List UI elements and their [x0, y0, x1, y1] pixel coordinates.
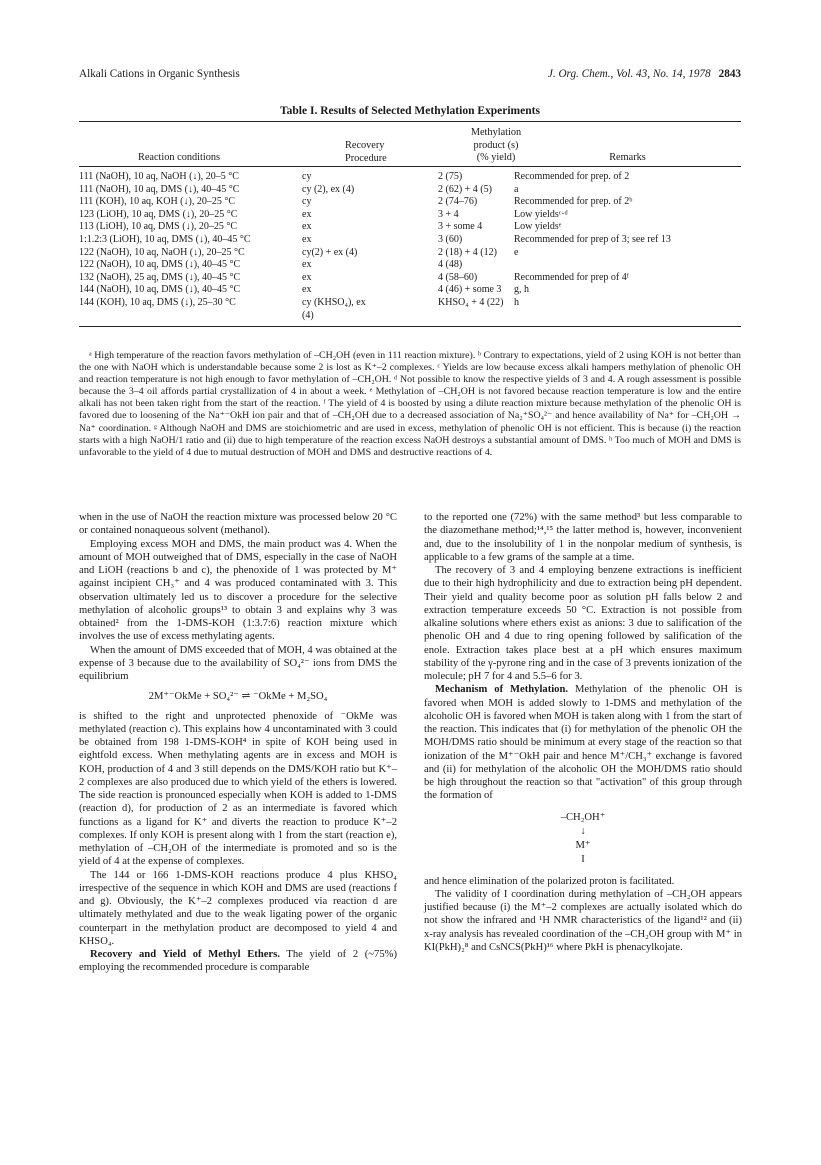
equilibrium-equation: 2M⁺⁻OkMe + SO₄²⁻ ⇌ ⁻OkMe + M₂SO₄: [148, 691, 328, 703]
table-cell-remarks: h: [514, 297, 519, 308]
table-cell-conditions: 123 (LiOH), 10 aq, DMS (↓), 20–25 °C: [79, 208, 238, 220]
table-cell-recovery: cy: [302, 171, 312, 182]
paragraph: The validity of I coordination during methylation of –CH₂OH appears justified because (i) the M⁺–2 complexes are actually isolated which do not show the infrared and ¹H NMR characteristics of the ligand¹² and (ii) x-ray analysis has revealed coordination of the –CH₂OH group with M⁺ in KI(PkH)₂⁸ and CsNCS(PkH)¹⁶ where PkH is phenacylkojate.: [424, 888, 742, 953]
table-title: Table I. Results of Selected Methylation Experiments: [280, 105, 540, 117]
table-cell-remarks: e: [514, 246, 519, 258]
header-product-line1: Methylation: [470, 127, 522, 138]
right-column: [424, 511, 742, 954]
structure-line: –CH₂OH⁺: [560, 811, 606, 823]
table-row: [79, 259, 741, 272]
table-cell-recovery-cont: (4): [302, 310, 314, 321]
structure-label: I: [581, 853, 585, 865]
table-cell-recovery: ex: [302, 259, 312, 271]
coordination-structure-I: [424, 811, 742, 867]
table-cell-product: 2 (62) + 4 (5): [438, 183, 492, 195]
paragraph: [79, 948, 397, 975]
section-heading-mechanism: Mechanism of Methylation.: [435, 684, 569, 696]
header-title: Alkali Cations in Organic Synthesis: [79, 68, 240, 80]
table-cell-conditions: 111 (NaOH), 10 aq, NaOH (↓), 20–5 °C: [79, 171, 239, 182]
page-number: 2843: [718, 68, 741, 80]
table-cell-recovery: ex: [302, 208, 312, 220]
table-row: [79, 234, 741, 247]
table-cell-recovery: cy: [302, 196, 312, 208]
running-header: [79, 68, 741, 84]
paragraph: Employing excess MOH and DMS, the main product was 4. When the amount of MOH outweighed that of DMS, especially in the case of NaOH and LiOH (reactions b and c), the phenoxide of 1 was protected by M⁺ against incipient CH₃⁺ and 4 was produced contaminated with 3. This observation ultimately led us to discover a procedure for the selective methylation of alcoholic groups¹³ to obtain 3 and explains why 3 was obtained² from the 1-DMS-KOH (1:3.7:6) reaction mixture which involves the use of excess methylating agents.: [79, 538, 397, 643]
table-row: [79, 209, 741, 222]
paragraph: When the amount of DMS exceeded that of MOH, 4 was obtained at the expense of 3 because due to the availability of SO₄²⁻ ions from DMS the equilibrium: [79, 644, 397, 682]
table-top-rule: [79, 121, 741, 122]
table-cell-conditions: 132 (NaOH), 25 aq, DMS (↓), 40–45 °C: [79, 271, 241, 283]
paragraph: [424, 683, 742, 802]
table-cell-conditions: 111 (NaOH), 10 aq, DMS (↓), 40–45 °C: [79, 183, 240, 195]
table-cell-remarks: Recommended for prep. of 2: [514, 171, 630, 182]
header-product-line2: product (s): [473, 139, 519, 151]
structure-arrow: ↓: [580, 825, 586, 837]
journal-citation: J. Org. Chem., Vol. 43, No. 14, 1978: [547, 68, 711, 80]
table-row: [79, 221, 741, 234]
paragraph: when in the use of NaOH the reaction mixture was processed below 20 °C or contained nonaqueous solvent (methanol).: [79, 512, 397, 537]
header-recovery-line1: Recovery: [345, 140, 385, 151]
paragraph: is shifted to the right and unprotected phenoxide of ⁻OkMe was methylated (reaction c). This explains how 4 uncontaminated with 3 could be obtained from 198 1-DMS-KOH⁴ in spite of KOH being used in eightfold excess. When methylating agents are in excess and MOH is KOH, production of 4 and 3 still depends on the DMS/KOH ratio but K⁺–2 complexes are also produced due to which yield of the ethers is lowered. The side reaction is pronounced especially when KOH is added to 1-DMS (reaction d), for production of 2 as an intermediate is favored which functions as a ligand for K⁺ and diverts the reaction to produce K⁺–2 complexes. If only KOH is present along with 1 from the start (reaction e), methylation of –CH₂OH of the intermediate is promoted and so is the yield of 4 at the expense of complexes.: [79, 710, 397, 868]
table-header-rule: [79, 166, 741, 167]
header-product-line3: (% yield): [476, 152, 516, 163]
table-bottom-rule: [79, 326, 741, 327]
table-row: [79, 297, 741, 310]
structure-line: M⁺: [575, 839, 591, 851]
footnote-text: ᵃ High temperature of the reaction favors methylation of –CH₂OH (even in 111 reaction mixture). ᵇ Contrary to expectations, yield of 2 using KOH is not better than the one with NaOH which is understandable because some 2 is lost as K⁺–2 complexes. ᶜ Yields are low because excess alkali hampers methylation of phenolic OH and reaction temperature is not high enough to favor methylation of –CH₂OH. ᵈ Not possible to know the respective yields of 3 and 4. A rough assessment is possible because the 3–4 oil affords partial crystallization of 4 in about a week. ᵉ Methylation of –CH₂OH is not favored because reaction temperature is low and the entire alkali has not been taken right from the start of the reaction. ᶠ The yield of 4 is boosted by using a dilute reaction mixture because methylation of the phenolic OH is favored due to loosening of the Na⁺⁻OkH ion pair and that of –CH₂OH due to a decreased association of Na₂⁺SO₄²⁻ and hence availability of Na⁺ for –CH₂OH → Na⁺ coordination. ᵍ Although NaOH and DMS are stoichiometric and are used in excess, methylation of phenolic OH is not efficient. This is because (i) the reaction starts with a high NaOH/1 ratio and (ii) due to high temperature of the reaction excess NaOH destroys a substantial amount of DMS. ʰ Too much of MOH and DMS is unfavorable to the yield of 4 due to mutual destruction of MOH and DMS and destructive reactions of 4.: [79, 350, 741, 458]
table-cell-conditions: 122 (NaOH), 10 aq, DMS (↓), 40–45 °C: [79, 259, 241, 271]
table-cell-product: 4 (58–60): [438, 271, 478, 283]
paragraph: to the reported one (72%) with the same method³ but less comparable to the diazomethane method;¹⁴,¹⁵ the latter method is, however, inconvenient and, due to the insolubility of 1 in the nonpolar medium of synthesis, is applicable to a few grams of the sample at a time.: [424, 512, 742, 563]
section-heading-recovery: Recovery and Yield of Methyl Ethers.: [90, 949, 280, 960]
table-cell-remarks: g, h: [514, 284, 529, 296]
table-cell-conditions: 1:1.2:3 (LiOH), 10 aq, DMS (↓), 40–45 °C: [79, 234, 251, 245]
table-cell-recovery: cy(2) + ex (4): [302, 246, 358, 258]
table-row: [79, 184, 741, 197]
table-cell-recovery: ex: [302, 221, 312, 233]
table-cell-product: 2 (74–76): [438, 196, 478, 208]
table-cell-conditions: 122 (NaOH), 10 aq, NaOH (↓), 20–25 °C: [79, 246, 245, 258]
table-cell-product: 3 (60): [438, 234, 463, 245]
header-remarks: Remarks: [609, 152, 646, 163]
table-cell-conditions: 111 (KOH), 10 aq, KOH (↓), 20–25 °C: [79, 196, 236, 208]
table-cell-remarks: Recommended for prep of 4ᶠ: [514, 271, 629, 283]
table-row: [79, 171, 741, 184]
table-row: [79, 284, 741, 297]
header-recovery: [345, 140, 425, 165]
table-cell-remarks: Recommended for prep. of 2ᵇ: [514, 196, 633, 208]
table-row: [79, 272, 741, 285]
table-row: [79, 247, 741, 260]
table-cell-product: 4 (48): [438, 259, 463, 271]
table-cell-product: 3 + 4: [438, 208, 459, 220]
table-cell-product: 3 + some 4: [438, 221, 483, 233]
table-cell-product: 2 (18) + 4 (12): [438, 246, 497, 258]
table-cell-product: 4 (46) + some 3: [438, 284, 502, 296]
header-recovery-line2: Procedure: [345, 152, 387, 164]
table-cell-recovery: ex: [302, 234, 312, 245]
header-citation: [548, 68, 741, 80]
left-column: [79, 511, 397, 975]
table-cell-conditions: 144 (NaOH), 10 aq, DMS (↓), 40–45 °C: [79, 284, 241, 296]
table-cell-recovery: ex: [302, 284, 312, 296]
table-row: [79, 196, 741, 209]
table-cell-recovery: cy (KHSO₄), ex: [302, 297, 366, 308]
table-cell-conditions: 144 (KOH), 10 aq, DMS (↓), 25–30 °C: [79, 297, 236, 308]
paragraph: The 144 or 166 1-DMS-KOH reactions produce 4 plus KHSO₄ irrespective of the sequence in which KOH and DMS are used (reactions f and g). Obviously, the K⁺–2 complexes produced via reaction d are ultimately methylated and due to the weak ligating power of the organic counterpart in the methylation product are decomposed to yield 4 and KHSO₄.: [79, 869, 397, 947]
table-cell-conditions: 113 (LiOH), 10 aq, DMS (↓), 20–25 °C: [79, 221, 238, 233]
table-cell-recovery: cy (2), ex (4): [302, 183, 355, 195]
table-cell-product: KHSO₄ + 4 (22): [438, 297, 504, 308]
table-cell-remarks: a: [514, 183, 519, 195]
paragraph-text: Methylation of the phenolic OH is favored when MOH is added slowly to 1-DMS and methylation of the alcoholic OH is favored when MOH is taken along with 1 from the start of the reaction. This indicates that (i) for methylation of the phenolic OH the MOH/DMS ratio should be minimum at every stage of the reaction so that ionization of the M⁺⁻OkH pair and hence M⁺/CH₃⁺ exchange is favored and (ii) for methylation of the alcoholic OH the MOH/DMS ratio should be high throughout the reaction so that "activation" of this group through the formation of: [424, 684, 743, 802]
table-cell-remarks: Recommended for prep of 3; see ref 13: [514, 234, 671, 245]
paragraph: The recovery of 3 and 4 employing benzene extractions is inefficient due to their high hydrophilicity and due to extraction being pH dependent. Their yield and quality become poor as solution pH falls below 2 and extraction temperature exceeds 50 °C. Extraction is not possible from alkaline solutions where ethers exist as anions: 3 due to salification of the phenolic OH and 4 due to ring opening followed by salification of the enole. Extraction takes place best at a pH which ensures maximum stability of the γ-pyrone ring and in the case of 3 prevents ionization of the molecule; pH 7 for 4 and 5.5–6 for 3.: [424, 565, 742, 682]
paragraph: and hence elimination of the polarized proton is facilitated.: [424, 875, 675, 887]
header-conditions: Reaction conditions: [137, 152, 221, 163]
table-row-continuation: [79, 310, 741, 323]
table-cell-remarks: Low yieldsᵉ: [514, 221, 562, 233]
table-cell-recovery: ex: [302, 271, 312, 283]
table-cell-remarks: Low yieldsᶜ·ᵈ: [514, 208, 568, 220]
table-cell-product: 2 (75): [438, 171, 463, 182]
paragraph-text: The yield of 2 (~75%) employing the recommended procedure is comparable: [79, 949, 397, 974]
table-footnotes: [79, 350, 741, 459]
